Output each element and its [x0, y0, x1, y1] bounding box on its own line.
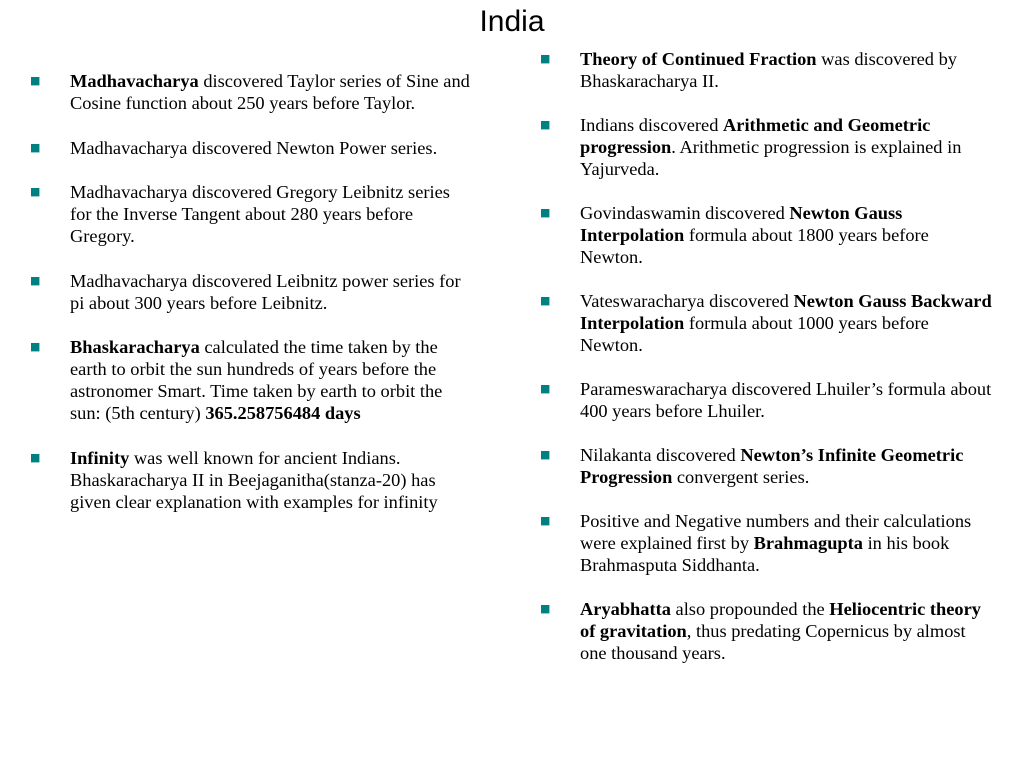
square-bullet-icon: ■ [540, 448, 551, 461]
left-bullet-item [30, 270, 470, 314]
text-run: Madhavacharya discovered Gregory Leibnitz series for the Inverse Tangent about 280 years before Gregory. [70, 182, 450, 246]
text-run: Nilakanta discovered [580, 445, 741, 465]
bullet-text [70, 182, 450, 246]
bold-text-run: Newton’s Infinite Geometric Progression [580, 445, 964, 487]
right-bullet-item [540, 48, 995, 92]
text-run: Govindaswamin discovered [580, 203, 790, 223]
text-run: also propounded the [670, 599, 830, 619]
bold-text-run: Bhaskaracharya [70, 337, 200, 357]
left-bullet-item [30, 336, 470, 424]
square-bullet-icon: ■ [30, 450, 41, 464]
text-run: was discovered by Bhaskaracharya II. [580, 49, 957, 91]
right-bullet-item [540, 510, 995, 576]
square-bullet-icon: ■ [540, 382, 551, 395]
bullet-text [70, 271, 461, 313]
text-run: . Arithmetic progression is explained in Yajurveda. [580, 137, 962, 179]
text-run: convergent series. [672, 467, 810, 487]
square-bullet-icon: ■ [30, 185, 41, 198]
bold-text-run: 365.258756484 days [205, 403, 361, 423]
right-bullet-item [540, 378, 995, 422]
text-run: discovered Taylor series of Sine and Cosine function about 250 years before Taylor. [70, 71, 470, 113]
left-bullet-item [30, 137, 470, 159]
square-bullet-icon: ■ [540, 294, 551, 307]
bullet-text [580, 115, 961, 179]
text-run: was well known for ancient Indians. Bhaskaracharya II in Beejaganitha(stanza-20) has given clear explanation with examples for infinity [70, 447, 438, 512]
text-run: , thus predating Copernicus by almost one thousand years. [580, 621, 966, 663]
bullet-text [580, 511, 971, 575]
left-bullet-list [30, 70, 470, 535]
bold-text-run: Arithmetic and Geometric progression [580, 115, 931, 157]
bullet-text [580, 291, 992, 355]
bold-text-run: Madhavacharya [70, 71, 199, 91]
bold-text-run: Newton Gauss Interpolation [580, 203, 903, 245]
bold-text-run: Aryabhatta [580, 599, 671, 619]
square-bullet-icon: ■ [540, 118, 551, 131]
text-run: Vateswaracharya discovered [580, 291, 794, 311]
bold-text-run: Infinity [70, 447, 130, 468]
text-run: calculated the time taken by the earth to orbit the sun hundreds of years before the astronomer Smart. Time taken by earth to orbit the sun: (5th century) [70, 337, 443, 423]
bullet-text [580, 203, 929, 267]
right-bullet-item [540, 598, 995, 664]
bullet-text [580, 379, 991, 421]
bullet-text [70, 448, 438, 512]
bold-text-run: Theory of Continued Fraction [580, 49, 817, 69]
bold-text-run: Newton Gauss Backward Interpolation [580, 291, 992, 333]
square-bullet-icon: ■ [540, 514, 551, 527]
bold-text-run: Heliocentric theory of gravitation [580, 599, 981, 641]
text-run: Positive and Negative numbers and their calculations were explained first by [580, 511, 972, 553]
square-bullet-icon: ■ [30, 273, 41, 287]
square-bullet-icon: ■ [30, 340, 41, 353]
right-bullet-item [540, 114, 995, 180]
square-bullet-icon: ■ [540, 602, 551, 615]
text-run: Madhavacharya discovered Newton Power series. [70, 137, 438, 158]
bullet-text [70, 337, 442, 423]
right-bullet-item [540, 290, 995, 356]
square-bullet-icon: ■ [30, 74, 41, 87]
right-bullet-item [540, 202, 995, 268]
text-run: formula about 1000 years before Newton. [580, 313, 929, 355]
right-bullet-list [540, 48, 995, 686]
text-run: Madhavacharya discovered Leibnitz power series for pi about 300 years before Leibnitz. [70, 270, 461, 313]
right-bullet-item [540, 444, 995, 488]
left-bullet-item [30, 181, 470, 247]
square-bullet-icon: ■ [540, 206, 551, 219]
bullet-text [70, 71, 470, 113]
text-run: Indians discovered [580, 115, 723, 135]
square-bullet-icon: ■ [540, 52, 551, 65]
text-run: in his book Brahmasputa Siddhanta. [580, 533, 950, 575]
bullet-text [580, 445, 963, 487]
bold-text-run: Brahmagupta [753, 533, 863, 553]
left-bullet-item [30, 70, 470, 114]
square-bullet-icon: ■ [30, 140, 41, 154]
bullet-text [580, 599, 981, 663]
bullet-text [580, 49, 957, 91]
left-bullet-item [30, 447, 470, 513]
slide-title: India [479, 5, 545, 38]
text-run: Parameswaracharya discovered Lhuiler’s formula about 400 years before Lhuiler. [580, 379, 992, 421]
text-run: formula about 1800 years before Newton. [580, 225, 929, 267]
bullet-text [70, 138, 437, 158]
